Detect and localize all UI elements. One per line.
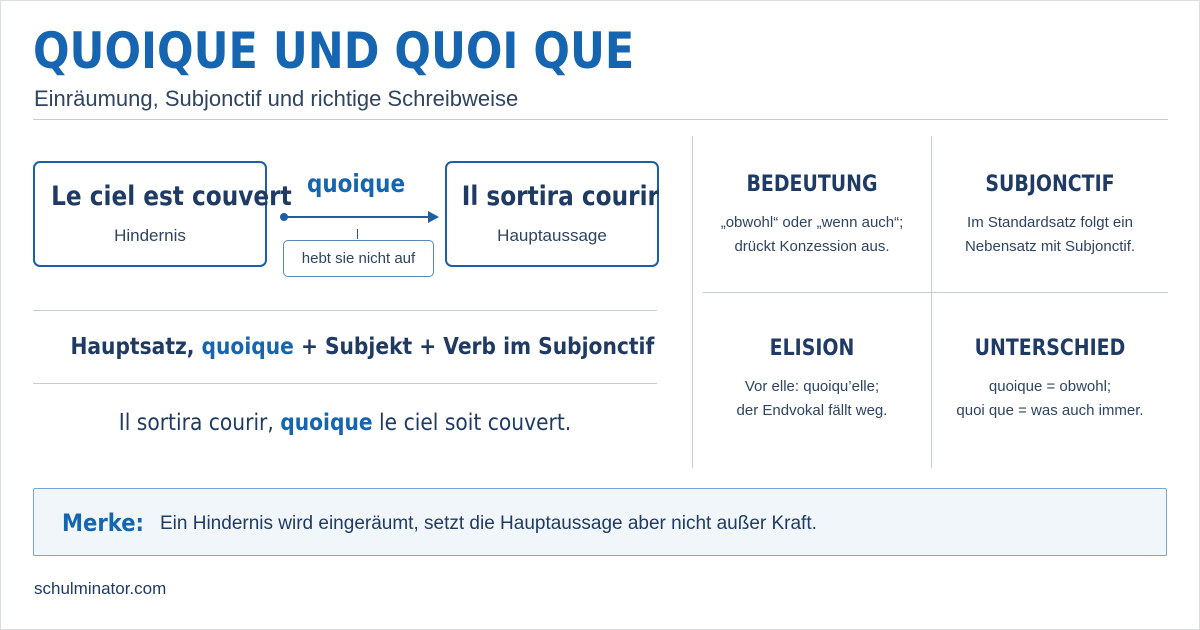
cell-elision bbox=[693, 336, 931, 423]
merke-label: Merke: bbox=[62, 509, 145, 537]
example-part2: le ciel soit couvert. bbox=[372, 410, 572, 436]
obstacle-label: Hindernis bbox=[114, 226, 186, 245]
cell-bedeutung bbox=[693, 172, 931, 259]
cell-text: Vor elle: quoiqu’elle; der Endvokal fällt weg. bbox=[736, 378, 888, 419]
connector-word: quoique bbox=[306, 169, 406, 198]
main-clause-box bbox=[445, 161, 659, 267]
formula-keyword: quoique bbox=[201, 334, 294, 360]
example-part1: Il sortira courir, bbox=[118, 410, 281, 436]
divider bbox=[33, 310, 657, 311]
cell-text: Im Standardsatz folgt ein Nebensatz mit Subjonctif. bbox=[964, 214, 1136, 255]
cell-subjonctif bbox=[932, 172, 1168, 259]
formula-part2: + Subjekt + Verb im Subjonctif bbox=[293, 334, 655, 360]
cell-text: „obwohl“ oder „wenn auch“; drückt Konzession aus. bbox=[720, 214, 904, 255]
formula-rule bbox=[70, 334, 655, 360]
grid-divider-horizontal bbox=[703, 292, 1168, 293]
page-title: QUOIQUE UND QUOI QUE bbox=[33, 22, 635, 80]
connector-note: hebt sie nicht auf bbox=[283, 240, 434, 277]
main-clause-sentence: Il sortira courir bbox=[461, 181, 659, 212]
example-keyword: quoique bbox=[280, 410, 373, 436]
obstacle-box bbox=[33, 161, 292, 267]
merke-callout bbox=[33, 488, 1167, 556]
footer-site: schulminator.com bbox=[34, 579, 167, 598]
merke-text: Ein Hindernis wird eingeräumt, setzt die Hauptaussage aber nicht außer Kraft. bbox=[160, 513, 817, 534]
arrow-icon bbox=[278, 205, 443, 229]
cell-unterschied bbox=[932, 336, 1168, 423]
main-clause-label: Hauptaussage bbox=[497, 226, 607, 245]
formula-part1: Hauptsatz, bbox=[70, 334, 202, 360]
example-sentence bbox=[70, 410, 619, 436]
divider bbox=[33, 383, 657, 384]
cell-title: SUBJONCTIF bbox=[985, 172, 1115, 197]
note-connector-line bbox=[357, 229, 358, 239]
page-subtitle: Einräumung, Subjonctif und richtige Schreibweise bbox=[34, 86, 519, 111]
cell-text: quoique = obwohl; quoi que = was auch immer. bbox=[956, 378, 1144, 419]
cell-title: BEDEUTUNG bbox=[746, 172, 878, 197]
obstacle-sentence: Le ciel est couvert bbox=[51, 181, 292, 212]
title-divider bbox=[33, 119, 1168, 120]
cell-title: UNTERSCHIED bbox=[974, 336, 1126, 361]
cell-title: ELISION bbox=[769, 336, 855, 361]
